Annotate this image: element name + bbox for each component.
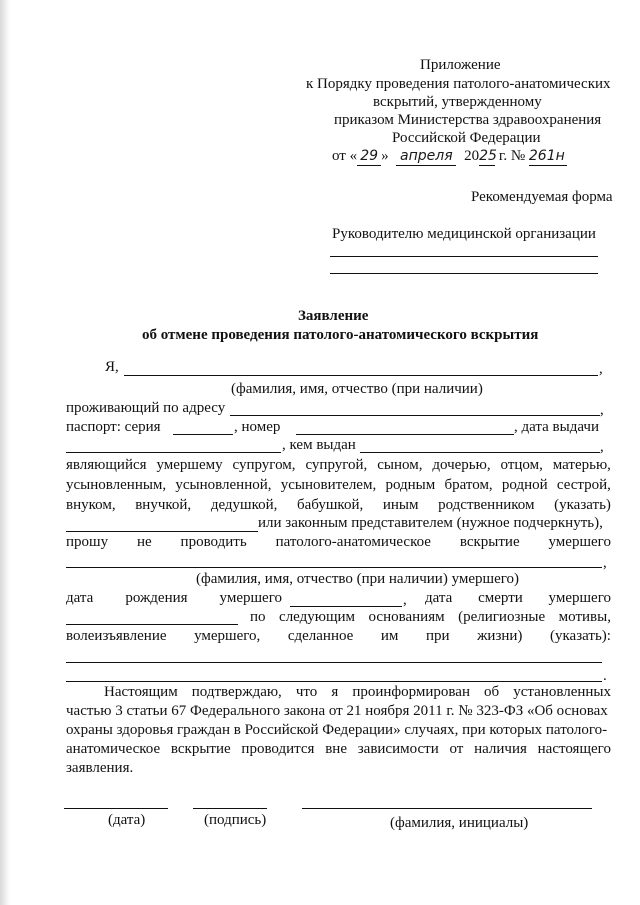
word: иным — [382, 497, 419, 513]
reasons-field-2[interactable] — [66, 681, 602, 682]
word: анатомическое — [66, 741, 161, 757]
confirm-line-2: частью 3 статьи 67 Федерального закона от 21 ноября 2011 г. № 323-ФЗ «Об основах — [66, 703, 608, 719]
word: проводится — [241, 741, 315, 757]
word: сестрой, — [556, 477, 611, 493]
order-number-handwritten: 261н — [529, 147, 567, 166]
word: по — [250, 609, 266, 625]
word: вскрытие — [170, 741, 231, 757]
annex-title: Приложение — [420, 57, 501, 73]
comma: , — [403, 592, 407, 608]
word: бабушкой, — [297, 497, 364, 513]
word: об — [484, 684, 500, 700]
word: усыновленным, — [66, 477, 167, 493]
address-field[interactable] — [230, 415, 600, 416]
address-label: проживающий по адресу — [66, 400, 226, 416]
word: умершего, — [194, 628, 261, 644]
date-year-prefix: 20 — [464, 148, 480, 164]
word: настоящего — [537, 741, 611, 757]
passport-series-field[interactable] — [173, 434, 233, 435]
word: я — [331, 684, 339, 700]
word: матерью, — [552, 457, 611, 473]
word: при — [425, 628, 450, 644]
will-line — [66, 628, 611, 645]
word: не — [136, 534, 152, 550]
word: усыновленной, — [175, 477, 272, 493]
date-mid: » — [381, 148, 389, 164]
issued-by-label: , кем выдан — [282, 437, 356, 453]
word: дата — [425, 590, 453, 606]
word: супругой, — [305, 457, 368, 473]
annex-line: к Порядку проведения патолого-анатомических — [306, 76, 611, 92]
applicant-fio-field[interactable] — [124, 375, 598, 376]
annex-date-line — [332, 147, 567, 166]
fio-hint: (фамилия, имя, отчество (при наличии) — [231, 381, 483, 397]
word: супругом, — [232, 457, 296, 473]
word: родным — [385, 477, 436, 493]
word: следующим — [279, 609, 356, 625]
relation-line-4: или законным представителем (нужное подчеркнуть), — [258, 515, 603, 531]
date-prefix: от « — [332, 148, 358, 164]
date-year-handwritten: 25 — [479, 148, 497, 164]
death-date-label — [425, 590, 611, 607]
word: жизни) — [477, 628, 523, 644]
word: внуком, — [66, 497, 116, 513]
confirm-line-4 — [66, 741, 611, 758]
document-title: Заявление — [298, 308, 369, 324]
word: от — [449, 741, 464, 757]
word: вне — [325, 741, 347, 757]
deceased-fio-hint: (фамилия, имя, отчество (при наличии) умершего) — [196, 571, 520, 587]
word: вскрытие — [459, 534, 520, 550]
i-label: Я, — [105, 359, 119, 375]
word: основаниям — [368, 609, 445, 625]
word: рождения — [125, 590, 188, 606]
word: установленных — [513, 684, 611, 700]
word: прошу — [66, 534, 109, 550]
relation-line-3 — [66, 497, 611, 514]
word: дата — [66, 590, 94, 606]
word: подтверждаю, — [191, 684, 282, 700]
request-line — [66, 534, 611, 551]
sign-date-field[interactable] — [64, 808, 168, 809]
comma: , — [600, 402, 604, 418]
word: усыновителем, — [280, 477, 377, 493]
relation-line-1 — [66, 457, 611, 474]
word: сделанное — [287, 628, 354, 644]
annex-line: вскрытий, утвержденному — [373, 94, 542, 110]
word: внучкой, — [135, 497, 192, 513]
sign-signature-field[interactable] — [193, 808, 267, 809]
word: являющийся — [66, 457, 147, 473]
relative-specify-field[interactable] — [66, 531, 258, 532]
comma: , — [599, 361, 603, 377]
passport-number-label: , номер — [234, 419, 281, 435]
word: наличия — [474, 741, 527, 757]
word: умершего — [548, 590, 611, 606]
addressee-label: Руководителю медицинской организации — [332, 226, 596, 242]
word: Настоящим — [104, 684, 178, 700]
word: умершего — [548, 534, 611, 550]
word: мотивы, — [558, 609, 611, 625]
word: (указать): — [549, 628, 611, 644]
birth-date-label — [66, 590, 282, 607]
addressee-line-2[interactable] — [330, 273, 598, 274]
word: зависимости — [357, 741, 439, 757]
issue-date-label: , дата выдачи — [514, 419, 599, 435]
issue-date-field[interactable] — [66, 452, 281, 453]
word: братом, — [444, 477, 493, 493]
word: волеизъявление — [66, 628, 167, 644]
scan-shadow — [0, 0, 10, 905]
document-subtitle: об отмене проведения патолого-анатомического вскрытия — [142, 327, 539, 343]
word: родной — [501, 477, 548, 493]
word: проводить — [180, 534, 247, 550]
recommended-form-label: Рекомендуемая форма — [471, 189, 613, 205]
confirm-line-1 — [104, 684, 611, 701]
word: (указать) — [554, 497, 611, 513]
word: дочерью, — [432, 457, 491, 473]
death-date-field[interactable] — [66, 624, 238, 625]
reasons-field-1[interactable] — [66, 662, 602, 663]
word: смерти — [478, 590, 523, 606]
comma: , — [600, 439, 604, 455]
period: . — [603, 668, 607, 684]
word: умершему — [156, 457, 223, 473]
relation-line-2 — [66, 477, 611, 494]
word: родственником — [438, 497, 535, 513]
issued-by-field[interactable] — [360, 452, 600, 453]
reasons-line — [250, 609, 611, 626]
annex-line: Российской Федерации — [392, 130, 541, 146]
word: умершего — [219, 590, 282, 606]
date-day-handwritten: 29 — [357, 147, 381, 166]
sign-name-label: (фамилия, инициалы) — [390, 815, 529, 831]
word: сыном, — [377, 457, 423, 473]
passport-number-field[interactable] — [296, 434, 514, 435]
sign-signature-label: (подпись) — [204, 812, 267, 828]
sign-date-label: (дата) — [108, 812, 146, 828]
word: что — [295, 684, 318, 700]
word: проинформирован — [352, 684, 470, 700]
word: дедушкой, — [210, 497, 278, 513]
word: (религиозные — [458, 609, 546, 625]
word: патолого-анатомическое — [275, 534, 431, 550]
birth-date-field[interactable] — [290, 606, 402, 607]
confirm-line-5: заявления. — [66, 760, 134, 776]
word: отцом, — [500, 457, 543, 473]
date-month-handwritten: апреля — [396, 147, 456, 166]
passport-series-label: паспорт: серия — [66, 419, 161, 435]
word: им — [380, 628, 399, 644]
date-suffix: г. № — [495, 148, 526, 164]
confirm-line-3: охраны здоровья граждан в Российской Федерации» случаях, при которых патолого- — [66, 722, 608, 738]
deceased-fio-field[interactable] — [66, 567, 602, 568]
comma: , — [603, 555, 607, 571]
addressee-line-1[interactable] — [330, 256, 598, 257]
sign-name-field[interactable] — [302, 808, 592, 809]
annex-line: приказом Министерства здравоохранения — [334, 112, 602, 128]
